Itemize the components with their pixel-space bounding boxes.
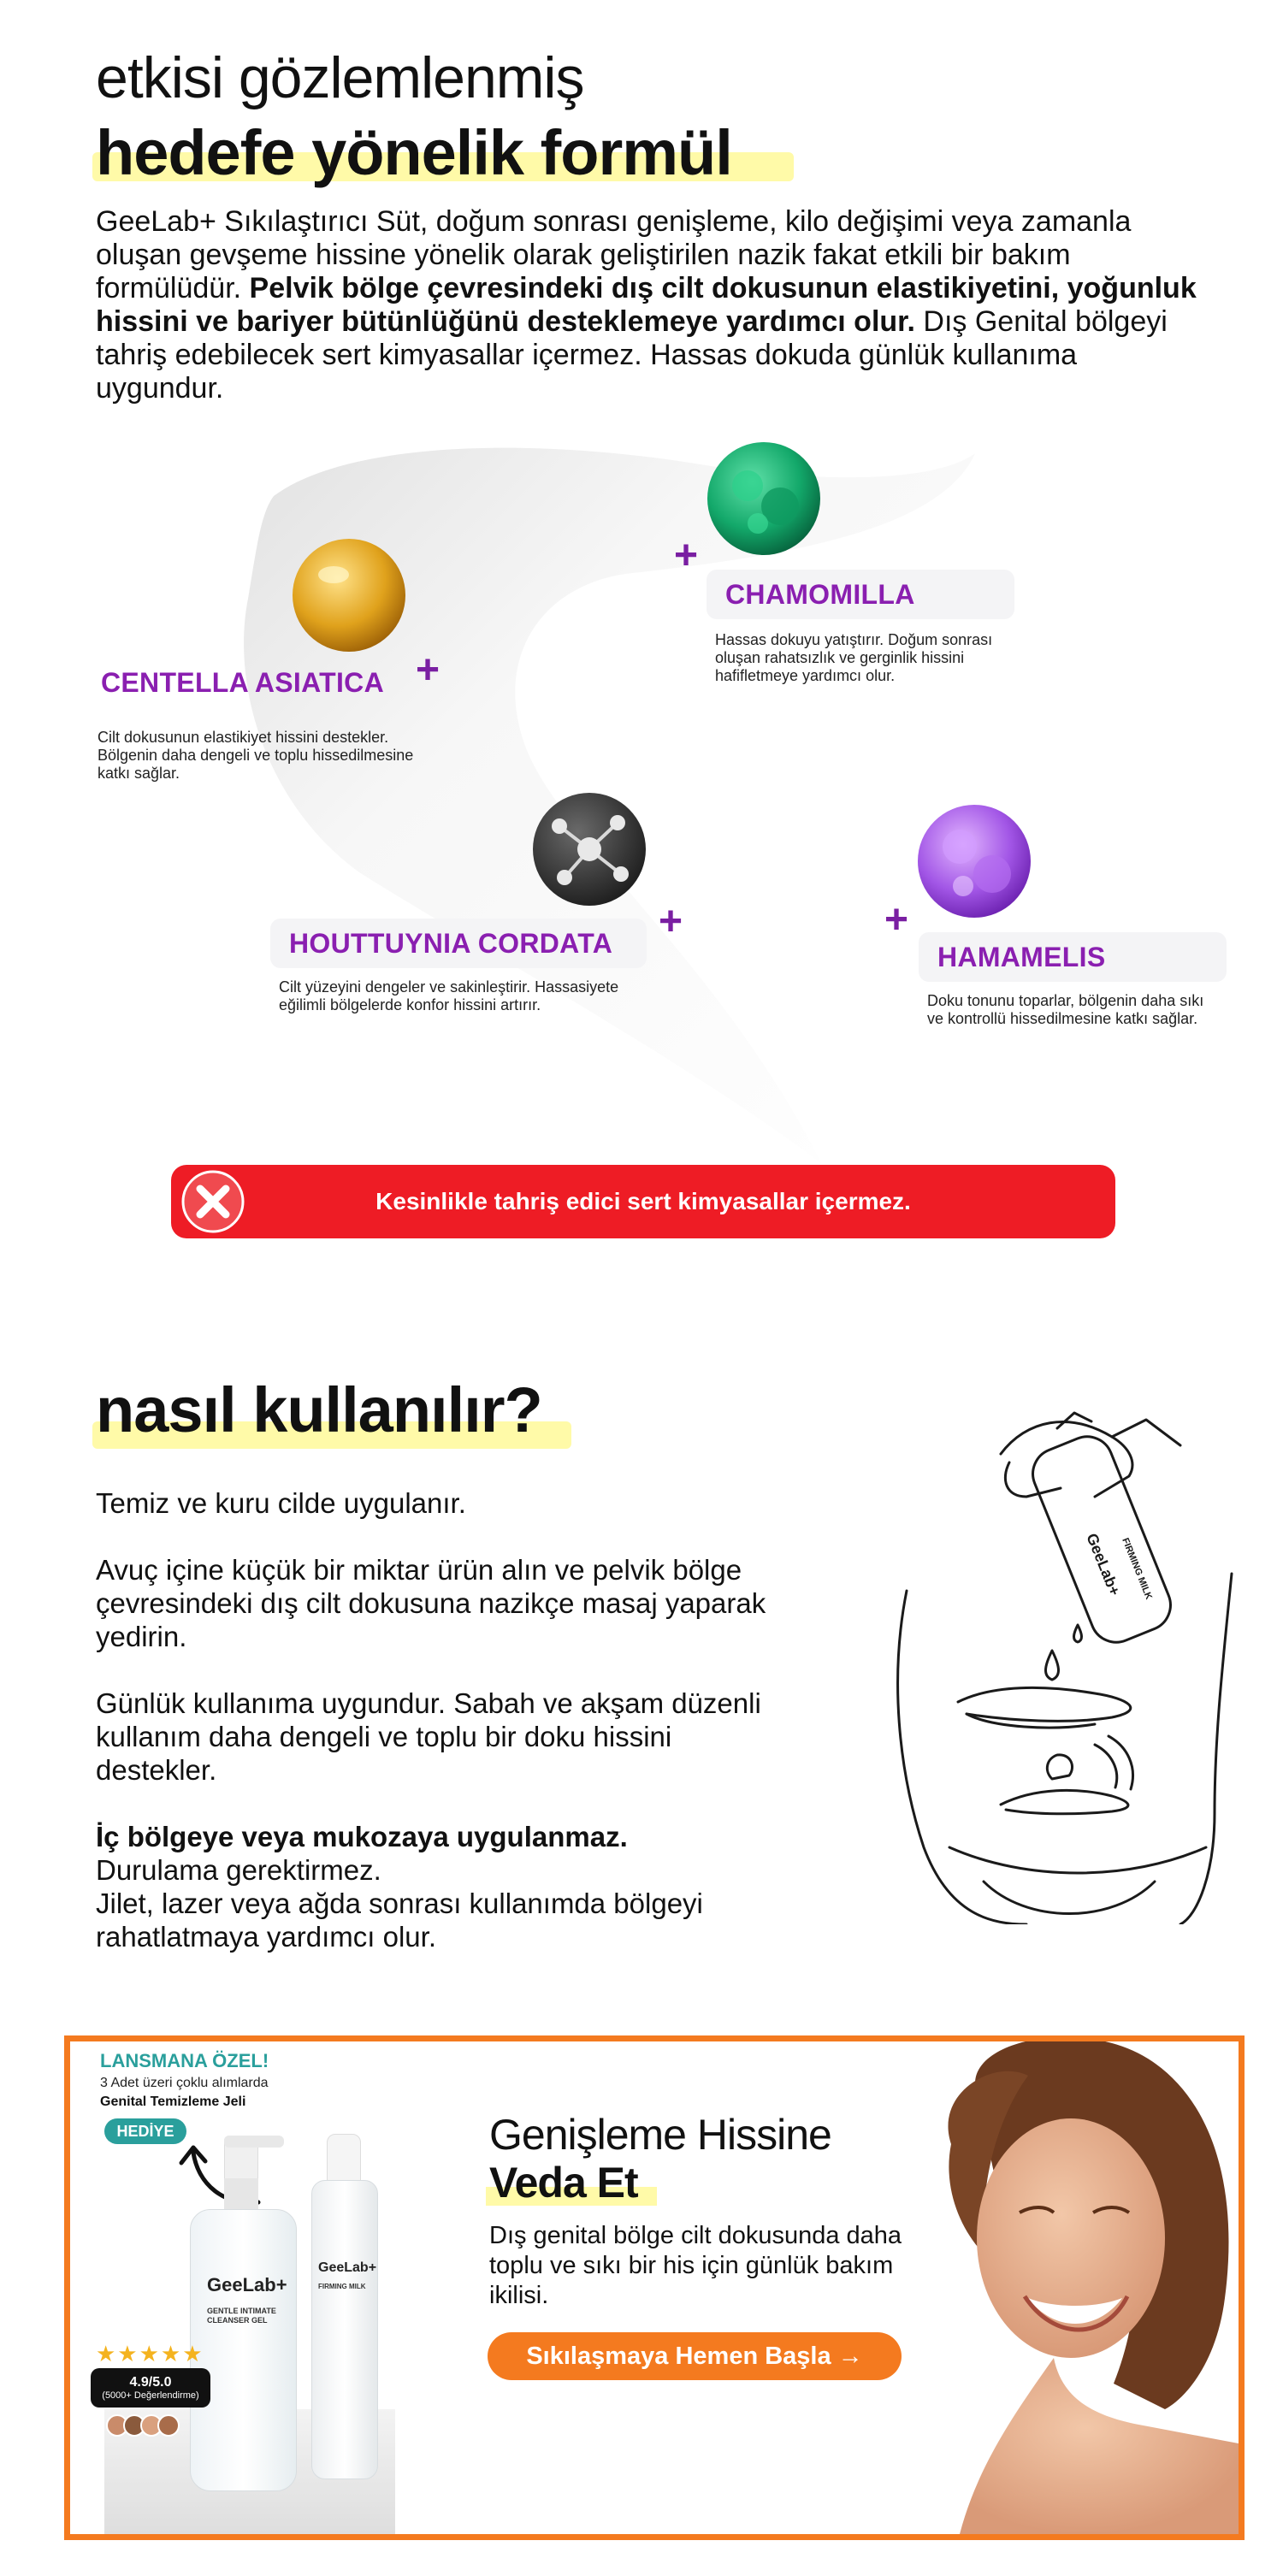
illustration-bottle-brand: GeeLab+ xyxy=(1083,1531,1124,1598)
ingredient-chamomilla xyxy=(707,570,1014,619)
usage-step-3: Günlük kullanıma uygundur. Sabah ve akşam düzenli kullanım daha dengeli ve toplu bir doku hissini destekler. xyxy=(96,1687,761,1786)
application-illustration xyxy=(855,1368,1249,1924)
rating-count: (5000+ Değerlendirme) xyxy=(102,2390,199,2401)
avatar xyxy=(157,2414,180,2437)
firming-milk-bottle xyxy=(311,2180,378,2479)
rating-stars: ★★★★★ xyxy=(96,2341,204,2366)
usage-step-1: Temiz ve kuru cilde uygulanır. xyxy=(96,1487,466,1519)
smiling-woman-photo xyxy=(925,2041,1239,2534)
green-bubbles-icon xyxy=(707,441,821,556)
intro-paragraph: GeeLab+ Sıkılaştırıcı Süt, doğum sonrası genişleme, kilo değişimi veya zamanla oluşan gevşeme hissine yönelik olarak geliştirilen nazik fakat etkili bir bakım formülüdür. Pelvik bölge çevresindeki dış cilt dokusunun elastikiyetini, yoğunluk hissini ve bariyer bütünlüğünü desteklemeye yardımcı olur. Dış Genital bölgeyi tahriş edebilecek sert kimyasallar içermez. Hassas dokuda günlük kullanıma uygundur. xyxy=(96,205,1197,405)
bottle2-cap xyxy=(327,2134,361,2185)
plus-sign: + xyxy=(659,899,683,944)
reviewer-avatars xyxy=(111,2414,180,2437)
cleanser-gel-bottle xyxy=(190,2209,297,2491)
section-title-line1: etkisi gözlemlenmiş xyxy=(96,45,584,110)
illustration-bottle-label: FIRMING MILK xyxy=(1120,1536,1154,1601)
ingredient-name: CHAMOMILLA xyxy=(725,578,915,610)
bottle1-brand: GeeLab+ xyxy=(207,2274,287,2295)
usage-step-2: Avuç içine küçük bir miktar ürün alın ve pelvik bölge çevresindeki dış cilt dokusuna nazikçe masaj yaparak yedirin. xyxy=(96,1554,766,1652)
shop-now-button[interactable]: Sıkılaşmaya Hemen Başla → xyxy=(488,2332,902,2380)
usage-instructions xyxy=(96,1486,797,1953)
ingredient-name: CENTELLA ASIATICA xyxy=(101,667,385,698)
ingredient-name: HAMAMELIS xyxy=(937,941,1106,972)
red-x-icon xyxy=(181,1170,245,1233)
promo-banner[interactable] xyxy=(64,2035,1245,2540)
usage-title: nasıl kullanılır? xyxy=(96,1374,542,1445)
ingredient-name: HOUTTUYNIA CORDATA xyxy=(289,927,613,959)
plus-sign: + xyxy=(416,647,440,693)
promo-gift-product: Genital Temizleme Jeli xyxy=(100,2094,246,2109)
warning-text: Kesinlikle tahriş edici sert kimyasallar içermez. xyxy=(375,1188,911,1214)
pump-nozzle xyxy=(224,2136,284,2148)
rating-score: 4.9/5.0 xyxy=(129,2375,172,2390)
usage-note-rinse: Durulama gerektirmez. xyxy=(96,1854,381,1886)
bottle1-label: GENTLE INTIMATE CLEANSER GEL xyxy=(207,2307,276,2325)
ingredient-desc: Cilt dokusunun elastikiyet hissini destekler. Bölgenin daha dengeli ve toplu hissedilmesine katkı sağlar. xyxy=(98,729,414,782)
rating-badge xyxy=(91,2368,210,2408)
gift-badge: HEDİYE xyxy=(104,2118,186,2144)
warning-banner xyxy=(171,1165,1115,1238)
ingredient-hamamelis xyxy=(919,932,1227,982)
usage-note-shave: Jilet, lazer veya ağda sonrası kullanımda bölgeyi rahatlatmaya yardımcı olur. xyxy=(96,1888,703,1953)
usage-warning: İç bölgeye veya mukozaya uygulanmaz. xyxy=(96,1821,628,1852)
silver-molecule-icon xyxy=(532,792,647,907)
bottle-neck xyxy=(224,2178,258,2213)
ingredient-desc: Doku tonunu toparlar, bölgenin daha sıkı ve kontrollü hissedilmesine katkı sağlar. xyxy=(927,992,1204,1027)
purple-bubbles-icon xyxy=(917,804,1032,919)
banner-title-line1: Genişleme Hissine xyxy=(489,2111,831,2159)
launch-label: LANSMANA ÖZEL! xyxy=(100,2050,269,2071)
ingredient-houttuynia xyxy=(270,919,647,968)
section-title-line2: hedefe yönelik formül xyxy=(96,117,732,188)
banner-description: Dış genital bölge cilt dokusunda daha toplu ve sıkı bir his için günlük bakım ikilisi. xyxy=(489,2222,902,2309)
ingredient-centella xyxy=(101,667,384,699)
golden-oil-drop-icon xyxy=(291,537,407,653)
plus-sign: + xyxy=(884,897,909,942)
promo-condition: 3 Adet üzeri çoklu alımlarda xyxy=(100,2076,269,2090)
banner-title-line2: Veda Et xyxy=(489,2159,638,2207)
usage-notes xyxy=(96,1820,797,1953)
bottle2-brand: GeeLab+ xyxy=(318,2260,377,2275)
plus-sign: + xyxy=(674,533,699,578)
ingredient-desc: Cilt yüzeyini dengeler ve sakinleştirir. Hassasiyete eğilimli bölgelerde konfor hissini artırır. xyxy=(279,978,619,1013)
bottle2-label: FIRMING MILK xyxy=(318,2283,366,2290)
ingredient-desc: Hassas dokuyu yatıştırır. Doğum sonrası oluşan rahatsızlık ve gerginlik hissini hafifletmeye yardımcı olur. xyxy=(715,631,993,684)
